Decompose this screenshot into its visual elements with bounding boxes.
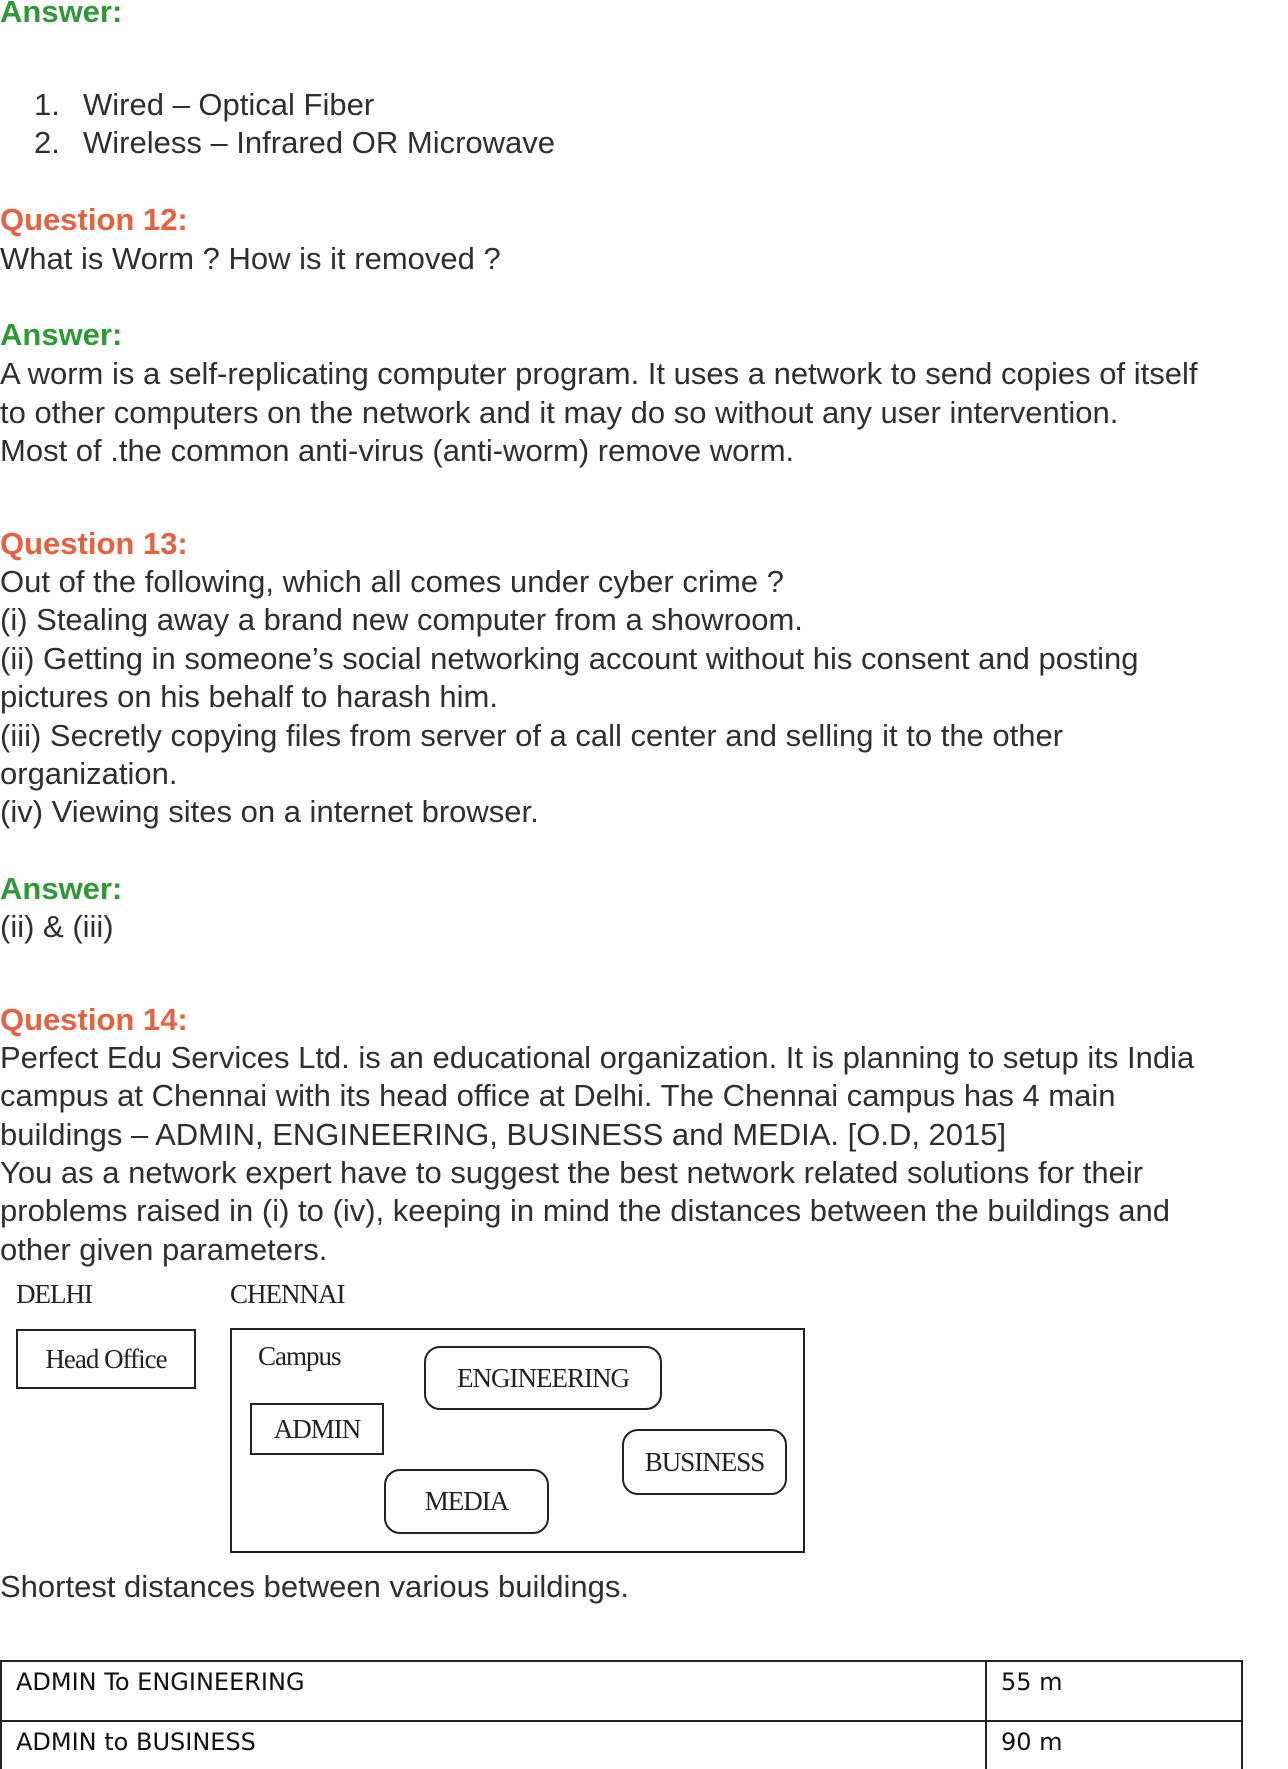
question-text: (ii) Getting in someone’s social networking account without his consent and posting	[0, 641, 1139, 676]
engineering-building: ENGINEERING	[424, 1346, 662, 1410]
question-text: other given parameters.	[0, 1232, 328, 1267]
answer-text: to other computers on the network and it may do so without any user intervention.	[0, 395, 1119, 430]
question-text: problems raised in (i) to (iv), keeping in mind the distances between the buildings and	[0, 1193, 1171, 1228]
route-cell: ADMIN To ENGINEERING	[1, 1661, 986, 1721]
question-heading: Question 12:	[0, 202, 188, 237]
list-item: Wired – Optical Fiber	[83, 87, 375, 122]
question-text: pictures on his behalf to harash him.	[0, 679, 498, 714]
question-text: (iii) Secretly copying files from server of a call center and selling it to the other	[0, 718, 1064, 753]
question-text: organization.	[0, 756, 178, 791]
answer-text: Most of .the common anti-virus (anti-worm) remove worm.	[0, 433, 795, 468]
distance-cell: 90 m	[986, 1721, 1242, 1769]
table-row	[1, 1721, 1242, 1769]
question-text: buildings – ADMIN, ENGINEERING, BUSINESS and MEDIA. [O.D, 2015]	[0, 1117, 1007, 1152]
question-text: What is Worm ? How is it removed ?	[0, 241, 501, 276]
chennai-label: CHENNAI	[230, 1279, 345, 1309]
question-text: (i) Stealing away a brand new computer from a showroom.	[0, 602, 803, 637]
list-number: 1.	[34, 87, 60, 122]
route-cell: ADMIN to BUSINESS	[1, 1721, 986, 1769]
question-heading: Question 13:	[0, 526, 188, 561]
list-number: 2.	[34, 125, 60, 160]
question-text: Out of the following, which all comes under cyber crime ?	[0, 564, 784, 599]
question-text: (iv) Viewing sites on a internet browser.	[0, 794, 539, 829]
answer-heading: Answer:	[0, 317, 123, 352]
question-text: campus at Chennai with its head office at Delhi. The Chennai campus has 4 main	[0, 1078, 1116, 1113]
answer-heading: Answer:	[0, 0, 123, 29]
answer-text: A worm is a self-replicating computer program. It uses a network to send copies of itself	[0, 356, 1198, 391]
distance-cell: 55 m	[986, 1661, 1242, 1721]
list-item: Wireless – Infrared OR Microwave	[83, 125, 556, 160]
answer-heading: Answer:	[0, 871, 123, 906]
distances-table	[0, 1660, 1243, 1769]
distances-caption: Shortest distances between various buildings.	[0, 1569, 629, 1604]
admin-building: ADMIN	[250, 1403, 384, 1455]
business-building: BUSINESS	[622, 1429, 787, 1495]
head-office-box: Head Office	[16, 1329, 196, 1389]
question-text: You as a network expert have to suggest the best network related solutions for their	[0, 1155, 1144, 1190]
question-heading: Question 14:	[0, 1002, 188, 1037]
media-building: MEDIA	[384, 1469, 549, 1534]
table-row	[1, 1661, 1242, 1721]
campus-label: Campus	[258, 1341, 341, 1371]
delhi-label: DELHI	[16, 1279, 92, 1309]
question-text: Perfect Edu Services Ltd. is an educational organization. It is planning to setup its India	[0, 1040, 1195, 1075]
answer-text: (ii) & (iii)	[0, 909, 114, 944]
